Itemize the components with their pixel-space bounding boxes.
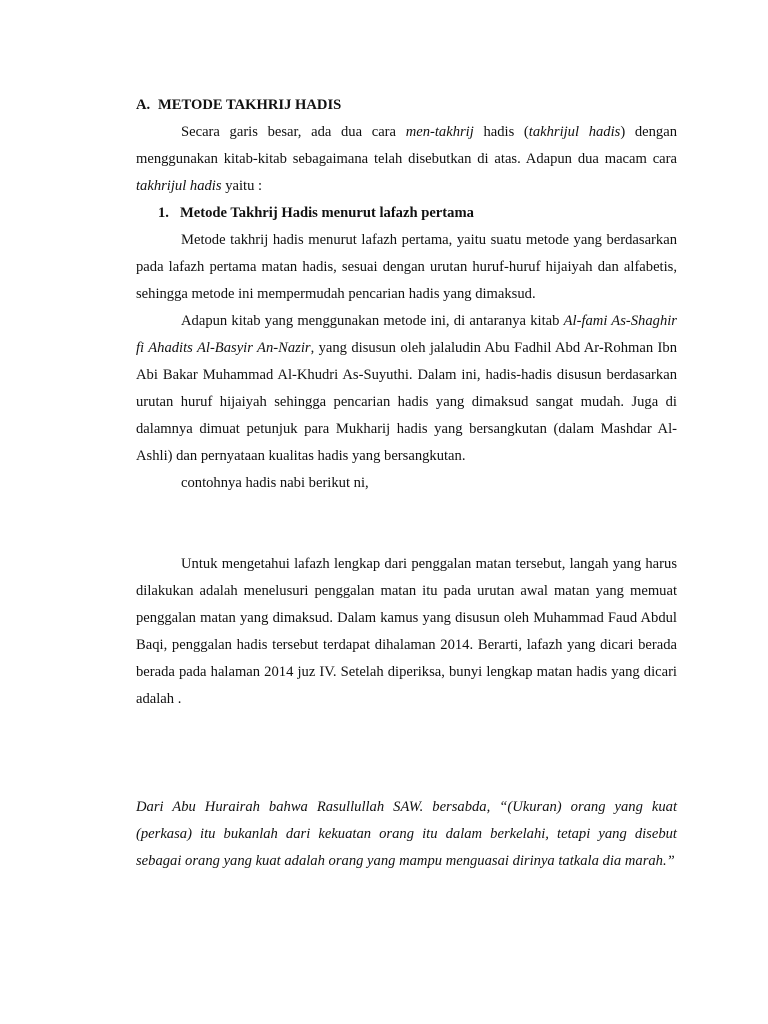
blank-space [136, 713, 677, 794]
book-text-1: Adapun kitab yang menggunakan metode ini, di antaranya kitab [181, 313, 564, 329]
intro-italic-2: takhrijul hadis [528, 124, 621, 140]
search-paragraph: Untuk mengetahui lafazh lengkap dari penggalan matan tersebut, langah yang harus dilakukan adalah menelusuri penggalan matan itu pada urutan awal matan yang memuat penggalan matan yang dimaksud. Dalam kamus yang disusun oleh Muhammad Faud Abdul Baqi, penggalan hadis tersebut terdapat dihalaman 2014. Berarti, lafazh yang dicari berada berada pada halaman 2014 juz IV. Setelah diperiksa, bunyi lengkap matan hadis yang dicari adalah . [136, 556, 677, 707]
subsection-heading [136, 200, 677, 227]
book-paragraph [136, 308, 677, 470]
subsection-number: 1. [158, 205, 169, 221]
book-text-2: , yang disusun oleh jalaludin Abu Fadhil Abd Ar-Rohman Ibn Abi Bakar Muhammad Al-Khudri As-Suyuthi. Dalam ini, hadis-hadis disusun berdasarkan urutan huruf hijaiyah sehingga pencarian hadis yang dimaksud sangat mudah. Juga di dalamnya dimuat petunjuk para Mukharij hadis yang bersangkutan (dalam Mashdar Al-Ashli) dan pernyataan kualitas hadis yang bersangkutan. [136, 340, 677, 464]
example-line: contohnya hadis nabi berikut ni, [181, 475, 369, 491]
intro-text-2: hadis ( [473, 124, 529, 140]
method-paragraph: Metode takhrij hadis menurut lafazh pertama, yaitu suatu metode yang berdasarkan pada lafazh pertama matan hadis, sesuai dengan urutan huruf-huruf hijaiyah dan alfabetis, sehingga metode ini mempermudah pencarian hadis yang dimaksud. [136, 232, 677, 302]
section-marker: A. [136, 97, 151, 113]
document-body [136, 92, 677, 875]
intro-italic-1: men-takhrij [405, 124, 474, 140]
blank-space [136, 497, 677, 551]
intro-italic-3: takhrijul hadis [136, 178, 222, 194]
hadith-quote: Dari Abu Hurairah bahwa Rasullullah SAW. bersabda, “(Ukuran) orang yang kuat (perkasa) itu bukanlah dari kekuatan orang itu dalam berkelahi, tetapi yang disebut sebagai orang yang kuat adalah orang yang mampu menguasai dirinya tatkala dia marah.” [136, 799, 677, 869]
subsection-title: Metode Takhrij Hadis menurut lafazh pertama [180, 205, 474, 221]
book-title-italic: Al-fami As-Shaghir fi Ahadits Al-Basyir An-Nazir [136, 313, 677, 356]
intro-text-3: ) dengan menggunakan kitab-kitab sebagaimana telah disebutkan di atas. Adapun dua macam cara [136, 124, 677, 167]
intro-text-1: Secara garis besar, ada dua cara [181, 124, 406, 140]
intro-text-4: yaitu : [221, 178, 263, 194]
section-heading [136, 92, 677, 119]
intro-paragraph [136, 119, 677, 200]
section-title: METODE TAKHRIJ HADIS [158, 97, 342, 113]
